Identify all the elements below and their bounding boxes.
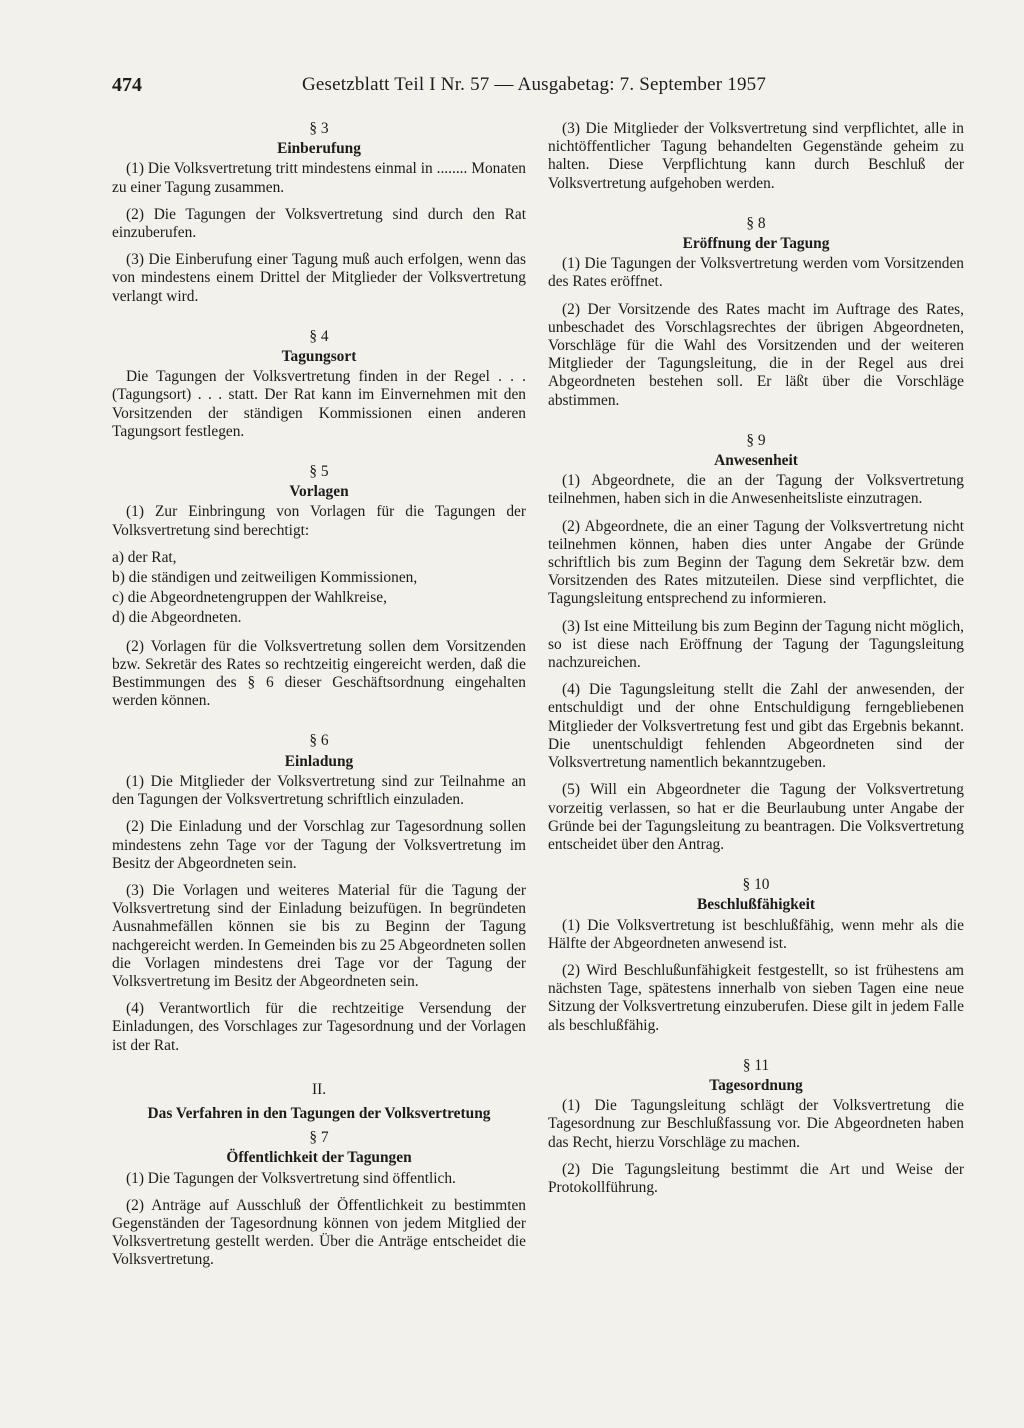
paragraph: (1) Die Volksvertretung tritt mindestens einmal in ........ Monaten zu einer Tagung zusammen. <box>112 160 526 196</box>
enumeration-list <box>112 549 526 628</box>
paragraph: (2) Die Einladung und der Vorschlag zur Tagesordnung sollen mindestens zehn Tage vor der Tagung der Volksvertretung im Besitz der Abgeordneten sein. <box>112 818 526 872</box>
paragraph: (3) Die Vorlagen und weiteres Material für die Tagung der Volksvertretung sind der Einladung beizufügen. In begründeten Ausnahmefällen können sie bis zu Beginn der Tagung nachgereicht werden. In Gemeinden bis zu 25 Abgeordneten sollen die Vorlagen mindestens drei Tage vor der Tagung der Volksvertretung im Besitz der Abgeordneten sein. <box>112 881 526 990</box>
page-number: 474 <box>112 74 142 96</box>
section-heading: Anwesenheit <box>714 452 798 470</box>
section-number: § 4 <box>309 327 329 345</box>
paragraph: (2) Abgeordnete, die an einer Tagung der Volksvertretung nicht teilnehmen können, haben dies unter Angabe der Gründe schriftlich bis zum Beginn der Tagung dem Sekretär bzw. dem Vorsitzenden des Rates mitzuteilen. Diese sind verpflichtet, die Tagungsleitung entsprechend zu informieren. <box>548 517 964 608</box>
paragraph: (2) Anträge auf Ausschluß der Öffentlichkeit zu bestimmten Gegenständen der Tagesordnung können von jedem Mitglied der Volksvertretung gestellt werden. Über die Anträge entscheidet die Volksvertretung. <box>112 1196 526 1269</box>
paragraph: (1) Abgeordnete, die an der Tagung der Volksvertretung teilnehmen, haben sich in die Anwesenheitsliste einzutragen. <box>548 472 964 508</box>
paragraph: (4) Die Tagungsleitung stellt die Zahl der anwesenden, der entschuldigt und der ohne Entschuldigung ferngebliebenen Mitglieder der Volksvertretung fest und gibt das Ergebnis bekannt. Die unentschuldigt fehlenden Abgeordneten sind der Volksvertretung namentlich bekanntzugeben. <box>548 681 964 772</box>
list-item: a) der Rat, <box>112 548 177 566</box>
section-heading: Vorlagen <box>289 483 349 501</box>
section-heading: Eröffnung der Tagung <box>682 235 830 253</box>
section-number: § 7 <box>309 1129 329 1147</box>
paragraph: (1) Die Tagungen der Volksvertretung werden vom Vorsitzenden des Rates eröffnet. <box>548 255 964 291</box>
paragraph: (2) Der Vorsitzende des Rates macht im Auftrage des Rates, unbeschadet des Vorschlagsrechtes der übrigen Abgeordneten, Vorschläge für die Wahl des Vorsitzenden und der weiteren Mitglieder der Tagungsleitung, die in der Regel aus drei Abgeordneten bestehen soll. Er läßt über die Vorschläge abstimmen. <box>548 300 964 409</box>
section-number: § 6 <box>309 732 329 750</box>
part-number: II. <box>311 1080 327 1098</box>
list-item: b) die ständigen und zeitweiligen Kommissionen, <box>112 569 418 587</box>
paragraph: Die Tagungen der Volksvertretung finden in der Regel . . . (Tagungsort) . . . statt. Der Rat kann im Einvernehmen mit den Vorsitzenden der ständigen Kommissionen einen anderen Tagungsort festlegen. <box>112 368 526 440</box>
header-title: Gesetzblatt Teil I Nr. 57 — Ausgabetag: 7. September 1957 <box>302 74 767 95</box>
section-heading: Tagesordnung <box>709 1076 803 1094</box>
paragraph: (2) Wird Beschlußunfähigkeit festgestellt, so ist frühestens am nächsten Tage, spätestens innerhalb von sieben Tagen eine neue Sitzung der Volksvertretung einzuberufen. Diese gilt in jedem Falle als beschlußfähig. <box>548 961 964 1034</box>
paragraph: (1) Die Tagungsleitung schlägt der Volksvertretung die Tagesordnung zur Beschlußfassung vor. Die Abgeordneten haben das Recht, hierzu Vorschläge zu machen. <box>548 1097 964 1151</box>
right-column <box>548 120 964 1206</box>
section-number: § 5 <box>309 463 329 481</box>
paragraph: (2) Die Tagungsleitung bestimmt die Art und Weise der Protokollführung. <box>548 1160 964 1196</box>
section-heading: Öffentlichkeit der Tagungen <box>226 1149 412 1167</box>
paragraph: (4) Verantwortlich für die rechtzeitige Versendung der Einladungen, des Vorschlages zur Tagesordnung und der Vorlagen ist der Rat. <box>112 1000 526 1054</box>
paragraph: (1) Die Volksvertretung ist beschlußfähig, wenn mehr als die Hälfte der Abgeordneten anwesend ist. <box>548 916 964 952</box>
left-column <box>112 120 526 1279</box>
section-number: § 11 <box>742 1056 770 1074</box>
paragraph: (3) Die Mitglieder der Volksvertretung sind verpflichtet, alle in nichtöffentlicher Tagung behandelten Gegenstände geheim zu halten. Diese Verpflichtung kann durch Beschluß der Volksvertretung aufgehoben werden. <box>548 120 964 192</box>
paragraph: (1) Die Tagungen der Volksvertretung sind öffentlich. <box>126 1169 456 1187</box>
list-item: d) die Abgeordneten. <box>112 609 242 627</box>
paragraph: (3) Ist eine Mitteilung bis zum Beginn der Tagung nicht möglich, so ist diese nach Eröffnung der Tagung der Tagungsleitung nachzureichen. <box>548 617 964 672</box>
part-heading: Das Verfahren in den Tagungen der Volksvertretung <box>147 1104 491 1122</box>
paragraph: (1) Die Mitglieder der Volksvertretung sind zur Teilnahme an den Tagungen der Volksvertretung schriftlich einzuladen. <box>112 772 526 809</box>
section-number: § 10 <box>742 876 770 894</box>
paragraph: (1) Zur Einbringung von Vorlagen für die Tagungen der Volksvertretung sind berechtigt: <box>112 503 526 539</box>
paragraph: (2) Vorlagen für die Volksvertretung sollen dem Vorsitzenden bzw. Sekretär des Rates so rechtzeitig eingereicht werden, daß die Bestimmungen des § 6 dieser Geschäftsordnung eingehalten werden können. <box>112 637 526 710</box>
paragraph: (2) Die Tagungen der Volksvertretung sind durch den Rat einzuberufen. <box>112 205 526 242</box>
page-header <box>112 74 792 104</box>
section-number: § 3 <box>309 120 329 137</box>
section-heading: Einberufung <box>277 140 361 158</box>
section-heading: Tagungsort <box>281 348 357 366</box>
section-heading: Einladung <box>284 752 354 770</box>
section-number: § 8 <box>746 214 766 232</box>
section-number: § 9 <box>746 431 766 449</box>
paragraph: (5) Will ein Abgeordneter die Tagung der Volksvertretung vorzeitig verlassen, so hat er die Beurlaubung unter Angabe der Gründe bei der Tagungsleitung zu beantragen. Die Volksvertretung entscheidet über den Antrag. <box>548 781 964 853</box>
list-item: c) die Abgeordnetengruppen der Wahlkreise, <box>112 589 387 607</box>
paragraph: (3) Die Einberufung einer Tagung muß auch erfolgen, wenn das von mindestens einem Drittel der Mitglieder der Volksvertretung verlangt wird. <box>112 251 526 305</box>
section-heading: Beschlußfähigkeit <box>696 896 815 914</box>
